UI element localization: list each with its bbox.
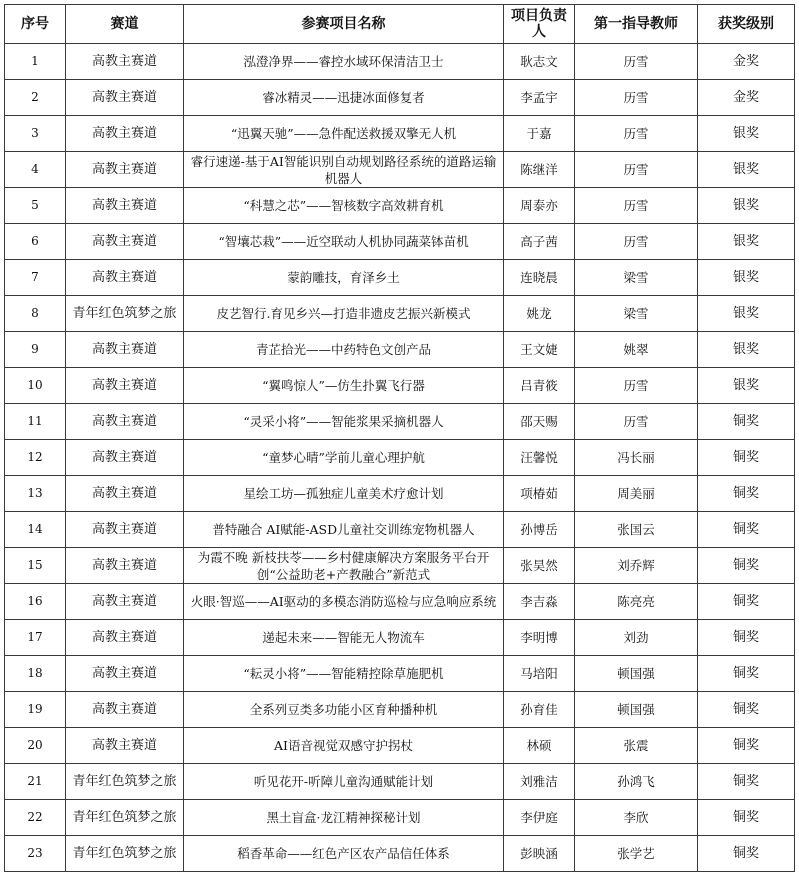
cell-advisor: 梁雪 (575, 296, 698, 332)
cell-project: 为霞不晚 新枝扶苓——乡村健康解决方案服务平台开创“公益助老+产教融合”新范式 (184, 548, 504, 584)
cell-track: 高教主赛道 (66, 656, 184, 692)
cell-project: 听见花开-听障儿童沟通赋能计划 (184, 764, 504, 800)
cell-award: 铜奖 (698, 656, 795, 692)
cell-no: 1 (5, 44, 66, 80)
table-row (5, 224, 795, 260)
cell-advisor: 历雪 (575, 224, 698, 260)
cell-project: 泓澄净界——睿控水域环保清洁卫士 (184, 44, 504, 80)
cell-track: 高教主赛道 (66, 260, 184, 296)
cell-award: 铜奖 (698, 476, 795, 512)
cell-project: 睿冰精灵——迅捷冰面修复者 (184, 80, 504, 116)
cell-lead: 孙育佳 (504, 692, 575, 728)
cell-track: 高教主赛道 (66, 440, 184, 476)
cell-project: 星绘工坊—孤独症儿童美术疗愈计划 (184, 476, 504, 512)
cell-no: 9 (5, 332, 66, 368)
cell-lead: 马培阳 (504, 656, 575, 692)
table-row (5, 800, 795, 836)
cell-award: 铜奖 (698, 764, 795, 800)
cell-track: 高教主赛道 (66, 80, 184, 116)
cell-track: 青年红色筑梦之旅 (66, 836, 184, 872)
cell-advisor: 李欣 (575, 800, 698, 836)
cell-advisor: 张学艺 (575, 836, 698, 872)
cell-track: 高教主赛道 (66, 512, 184, 548)
cell-no: 18 (5, 656, 66, 692)
cell-track: 高教主赛道 (66, 620, 184, 656)
table-row (5, 764, 795, 800)
cell-project: 蒙韵雕技，育泽乡土 (184, 260, 504, 296)
cell-track: 青年红色筑梦之旅 (66, 296, 184, 332)
cell-no: 10 (5, 368, 66, 404)
cell-track: 高教主赛道 (66, 692, 184, 728)
cell-track: 高教主赛道 (66, 584, 184, 620)
cell-advisor: 冯长丽 (575, 440, 698, 476)
cell-project: 火眼·智巡——AI驱动的多模态消防巡检与应急响应系统 (184, 584, 504, 620)
cell-lead: 王文婕 (504, 332, 575, 368)
cell-no: 4 (5, 152, 66, 188)
cell-award: 金奖 (698, 44, 795, 80)
table-row (5, 368, 795, 404)
cell-no: 12 (5, 440, 66, 476)
cell-lead: 项椿茹 (504, 476, 575, 512)
cell-lead: 邵天赐 (504, 404, 575, 440)
cell-award: 银奖 (698, 260, 795, 296)
cell-no: 13 (5, 476, 66, 512)
cell-award: 铜奖 (698, 800, 795, 836)
cell-advisor: 周美丽 (575, 476, 698, 512)
cell-no: 3 (5, 116, 66, 152)
cell-lead: 耿志文 (504, 44, 575, 80)
cell-lead: 李伊庭 (504, 800, 575, 836)
table-row (5, 188, 795, 224)
cell-advisor: 历雪 (575, 44, 698, 80)
cell-no: 23 (5, 836, 66, 872)
table-row (5, 548, 795, 584)
cell-advisor: 张国云 (575, 512, 698, 548)
cell-lead: 姚龙 (504, 296, 575, 332)
cell-project: 普特融合 AI赋能-ASD儿童社交训练宠物机器人 (184, 512, 504, 548)
award-table (4, 4, 795, 872)
cell-advisor: 历雪 (575, 116, 698, 152)
cell-no: 2 (5, 80, 66, 116)
cell-track: 高教主赛道 (66, 728, 184, 764)
cell-advisor: 顿国强 (575, 656, 698, 692)
cell-advisor: 顿国强 (575, 692, 698, 728)
table-row (5, 584, 795, 620)
table-row (5, 476, 795, 512)
cell-no: 8 (5, 296, 66, 332)
header-advisor: 第一指导教师 (575, 5, 698, 44)
cell-project: “迅翼天驰”——急件配送救援双擎无人机 (184, 116, 504, 152)
cell-award: 铜奖 (698, 836, 795, 872)
table-row (5, 260, 795, 296)
cell-project: “科慧之芯”——智核数字高效耕育机 (184, 188, 504, 224)
cell-advisor: 刘劲 (575, 620, 698, 656)
cell-no: 17 (5, 620, 66, 656)
cell-advisor: 姚翠 (575, 332, 698, 368)
cell-award: 铜奖 (698, 692, 795, 728)
cell-track: 高教主赛道 (66, 332, 184, 368)
cell-project: 青芷拾光——中药特色文创产品 (184, 332, 504, 368)
cell-advisor: 历雪 (575, 80, 698, 116)
cell-no: 15 (5, 548, 66, 584)
cell-advisor: 历雪 (575, 152, 698, 188)
cell-award: 铜奖 (698, 728, 795, 764)
cell-project: “童梦心晴”学前儿童心理护航 (184, 440, 504, 476)
cell-lead: 林硕 (504, 728, 575, 764)
cell-lead: 彭映涵 (504, 836, 575, 872)
header-lead: 项目负责人 (504, 5, 575, 44)
cell-no: 14 (5, 512, 66, 548)
cell-advisor: 历雪 (575, 404, 698, 440)
cell-award: 银奖 (698, 188, 795, 224)
cell-project: “智壤芯栽”——近空联动人机协同蔬菜钵苗机 (184, 224, 504, 260)
cell-no: 21 (5, 764, 66, 800)
table-row (5, 332, 795, 368)
table-row (5, 152, 795, 188)
cell-award: 银奖 (698, 332, 795, 368)
cell-advisor: 刘乔辉 (575, 548, 698, 584)
header-track: 赛道 (66, 5, 184, 44)
table-row (5, 512, 795, 548)
cell-project: AI语音视觉双感守护拐杖 (184, 728, 504, 764)
cell-track: 高教主赛道 (66, 368, 184, 404)
cell-advisor: 孙鸿飞 (575, 764, 698, 800)
cell-lead: 孙博岳 (504, 512, 575, 548)
cell-lead: 于嘉 (504, 116, 575, 152)
cell-lead: 李明博 (504, 620, 575, 656)
table-row (5, 620, 795, 656)
cell-award: 铜奖 (698, 404, 795, 440)
cell-track: 青年红色筑梦之旅 (66, 764, 184, 800)
header-row (5, 5, 795, 44)
cell-award: 银奖 (698, 116, 795, 152)
cell-track: 青年红色筑梦之旅 (66, 800, 184, 836)
cell-project: 黑土盲盒·龙江精神探秘计划 (184, 800, 504, 836)
cell-no: 11 (5, 404, 66, 440)
cell-no: 19 (5, 692, 66, 728)
header-award: 获奖级别 (698, 5, 795, 44)
cell-lead: 吕青筱 (504, 368, 575, 404)
cell-no: 5 (5, 188, 66, 224)
table-row (5, 116, 795, 152)
cell-advisor: 历雪 (575, 368, 698, 404)
cell-lead: 李吉淼 (504, 584, 575, 620)
table-row (5, 440, 795, 476)
cell-award: 铜奖 (698, 620, 795, 656)
table-row (5, 692, 795, 728)
table-row (5, 836, 795, 872)
cell-track: 高教主赛道 (66, 224, 184, 260)
header-no: 序号 (5, 5, 66, 44)
cell-track: 高教主赛道 (66, 548, 184, 584)
cell-award: 铜奖 (698, 512, 795, 548)
cell-lead: 连晓晨 (504, 260, 575, 296)
cell-project: 睿行速递-基于AI智能识别自动规划路径系统的道路运输机器人 (184, 152, 504, 188)
cell-award: 银奖 (698, 368, 795, 404)
table-row (5, 296, 795, 332)
cell-project: 递起未来——智能无人物流车 (184, 620, 504, 656)
cell-award: 银奖 (698, 152, 795, 188)
cell-track: 高教主赛道 (66, 404, 184, 440)
cell-no: 7 (5, 260, 66, 296)
cell-project: 全系列豆类多功能小区育种播种机 (184, 692, 504, 728)
cell-no: 20 (5, 728, 66, 764)
cell-advisor: 陈亮亮 (575, 584, 698, 620)
cell-award: 铜奖 (698, 584, 795, 620)
cell-lead: 陈继洋 (504, 152, 575, 188)
cell-lead: 刘雅洁 (504, 764, 575, 800)
cell-lead: 汪馨悦 (504, 440, 575, 476)
cell-award: 铜奖 (698, 440, 795, 476)
cell-project: “耘灵小将”——智能精控除草施肥机 (184, 656, 504, 692)
cell-lead: 周泰亦 (504, 188, 575, 224)
table-row (5, 44, 795, 80)
cell-project: 稻香革命——红色产区农产品信任体系 (184, 836, 504, 872)
cell-project: “翼鸣惊人”—仿生扑翼飞行器 (184, 368, 504, 404)
table-body (5, 44, 795, 872)
cell-no: 22 (5, 800, 66, 836)
cell-no: 16 (5, 584, 66, 620)
cell-advisor: 历雪 (575, 188, 698, 224)
cell-lead: 李孟宇 (504, 80, 575, 116)
cell-award: 金奖 (698, 80, 795, 116)
cell-track: 高教主赛道 (66, 44, 184, 80)
cell-track: 高教主赛道 (66, 476, 184, 512)
cell-advisor: 张震 (575, 728, 698, 764)
cell-lead: 高子茜 (504, 224, 575, 260)
cell-lead: 张昊然 (504, 548, 575, 584)
cell-advisor: 梁雪 (575, 260, 698, 296)
table-row (5, 80, 795, 116)
cell-track: 高教主赛道 (66, 152, 184, 188)
cell-track: 高教主赛道 (66, 188, 184, 224)
cell-award: 银奖 (698, 296, 795, 332)
cell-track: 高教主赛道 (66, 116, 184, 152)
header-project: 参赛项目名称 (184, 5, 504, 44)
cell-project: 皮艺智行.育见乡兴—打造非遗皮艺振兴新模式 (184, 296, 504, 332)
cell-award: 银奖 (698, 224, 795, 260)
table-row (5, 656, 795, 692)
cell-no: 6 (5, 224, 66, 260)
table-row (5, 404, 795, 440)
table-row (5, 728, 795, 764)
cell-award: 铜奖 (698, 548, 795, 584)
cell-project: “灵采小将”——智能浆果采摘机器人 (184, 404, 504, 440)
